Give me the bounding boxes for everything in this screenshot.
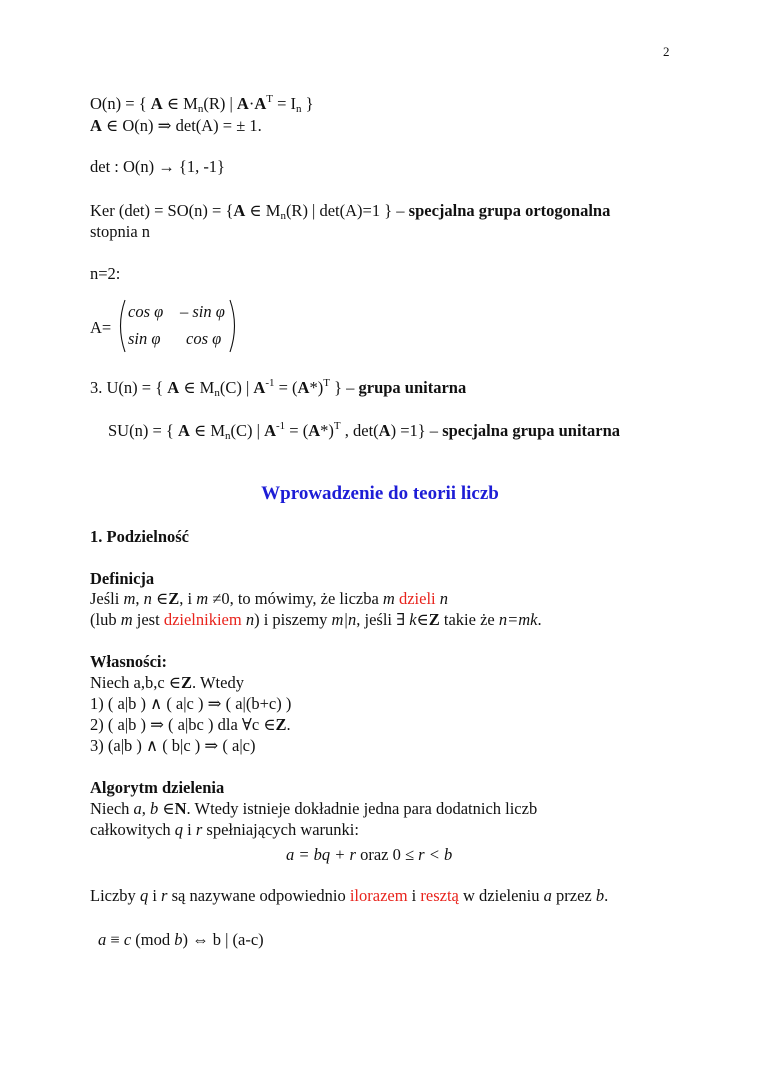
division-line-2: całkowitych q i r spełniających warunki: — [90, 820, 359, 839]
definition-heading: Definicja — [90, 569, 155, 588]
rotation-matrix — [116, 298, 240, 354]
page-number: 2 — [663, 44, 670, 59]
property-1: 1) ( a|b ) ∧ ( a|c ) ⇒ ( a|(b+c) ) — [90, 694, 292, 713]
special-unitary-definition: SU(n) = { A ∈ $M_n(C)$ | $A^{-1} = (A*)^T$ , det(A) =1} – specjalna grupa unitarna — [108, 420, 621, 442]
divisibility-heading: 1. Podzielność — [90, 527, 189, 546]
property-3: 3) (a|b ) ∧ ( b|c ) ⇒ ( a|c) — [90, 736, 256, 755]
n-equals-2: n=2: — [90, 264, 121, 283]
matrix-cell-11: cos φ — [128, 302, 164, 321]
matrix-label: A= — [90, 318, 112, 337]
kernel-definition-cont: stopnia n — [90, 222, 151, 241]
division-formula: a = bq + r oraz 0 ≤ r < b — [286, 845, 453, 864]
division-algorithm-heading: Algorytm dzielenia — [90, 778, 225, 797]
division-line-1: Niech a, b ∈N. Wtedy istnieje dokładnie jedna para dodatnich liczb — [90, 799, 538, 818]
section-title: Wprowadzenie do teorii liczb — [261, 483, 499, 504]
property-2: 2) ( a|b ) ⇒ ( a|bc ) dla ∀c ∈Z. — [90, 715, 291, 734]
congruence-definition: a ≡ c (mod b) ⇔ b | (a-c) — [98, 930, 264, 949]
definition-line-1: Jeśli m, n ∈Z, i m ≠0, to mówimy, że liczba m dzieli n — [90, 589, 448, 608]
term-divides: dzieli — [398, 589, 436, 608]
matrix-cell-12: – sin φ — [180, 302, 225, 321]
orthogonal-determinant-property: A ∈ O(n) ⇒ det(A) = ± 1. — [90, 116, 262, 135]
quotient-remainder-names: Liczby q i r są nazywane odpowiednio ilorazem i resztą w dzieleniu a przez b. — [90, 886, 609, 905]
matrix-cell-21: sin φ — [128, 329, 161, 348]
properties-heading: Własności: — [90, 652, 168, 671]
orthogonal-group-definition: O(n) = { A ∈ $M_n(R)$ | $A\cdot A^T = I_n$ } — [90, 93, 314, 115]
unitary-group-definition: 3. U(n) = { A ∈ $M_n(C)$ | $A^{-1} = (A*)^T$ } – grupa unitarna — [90, 377, 467, 399]
properties-intro: Niech a,b,c ∈Z. Wtedy — [90, 673, 244, 692]
matrix-cell-22: cos φ — [186, 329, 222, 348]
term-quotient: ilorazem — [349, 886, 408, 905]
term-remainder: resztą — [420, 886, 459, 905]
det-map: det : O(n) → {1, -1} — [90, 157, 225, 176]
definition-line-2: (lub m jest dzielnikiem n) i piszemy m|n, jeśli ∃ k∈Z takie że n=mk. — [90, 610, 542, 629]
term-divisor: dzielnikiem — [163, 610, 242, 629]
kernel-definition: Ker (det) = SO(n) = {A ∈ $M_n(R)$ | det(A)=1 } – specjalna grupa ortogonalna — [90, 201, 611, 222]
